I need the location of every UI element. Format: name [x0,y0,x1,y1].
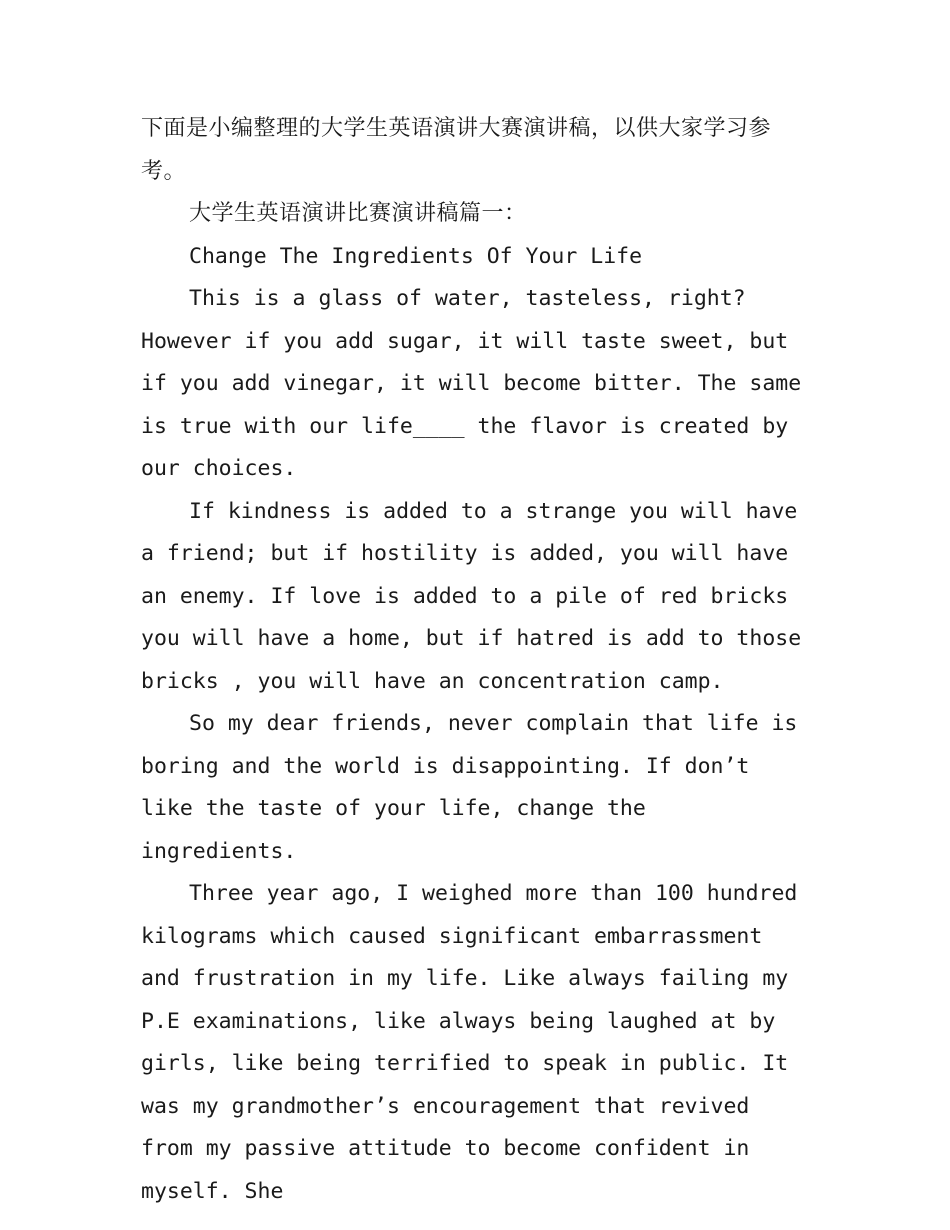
body-paragraph: So my dear friends, never complain that life is boring and the world is disappointing. If don’t like the taste of your life, change the ingredients. [141,711,798,864]
body-paragraph: If kindness is added to a strange you will have a friend; but if hostility is added, you will have an enemy. If love is added to a pile of red bricks you will have a home, but if hatred is add to those bricks , you will have an concentration camp. [141,498,802,694]
section-heading: 大学生英语演讲比赛演讲稿篇一： [189,201,527,226]
body-paragraph: Three year ago, I weighed more than 100 hundred kilograms which caused significant embarrassment and frustration in my life. Like always failing my P.E examinations, like always being laughed at by girls, like being terrified to speak in public. It was my grandmother’s encouragement that revived from my passive attitude to become confident in myself. She [141,881,798,1204]
body-paragraph: This is a glass of water, tasteless, right? However if you add sugar, it will taste sweet, but if you add vinegar, it will become bitter. The same is true with our life____ the flavor is created by our choices. [141,286,802,481]
document-page [141,108,813,1213]
intro-paragraph: 下面是小编整理的大学生英语演讲大赛演讲稿，以供大家学习参考。 [141,116,772,184]
speech-title: Change The Ingredients Of Your Life [189,243,643,269]
